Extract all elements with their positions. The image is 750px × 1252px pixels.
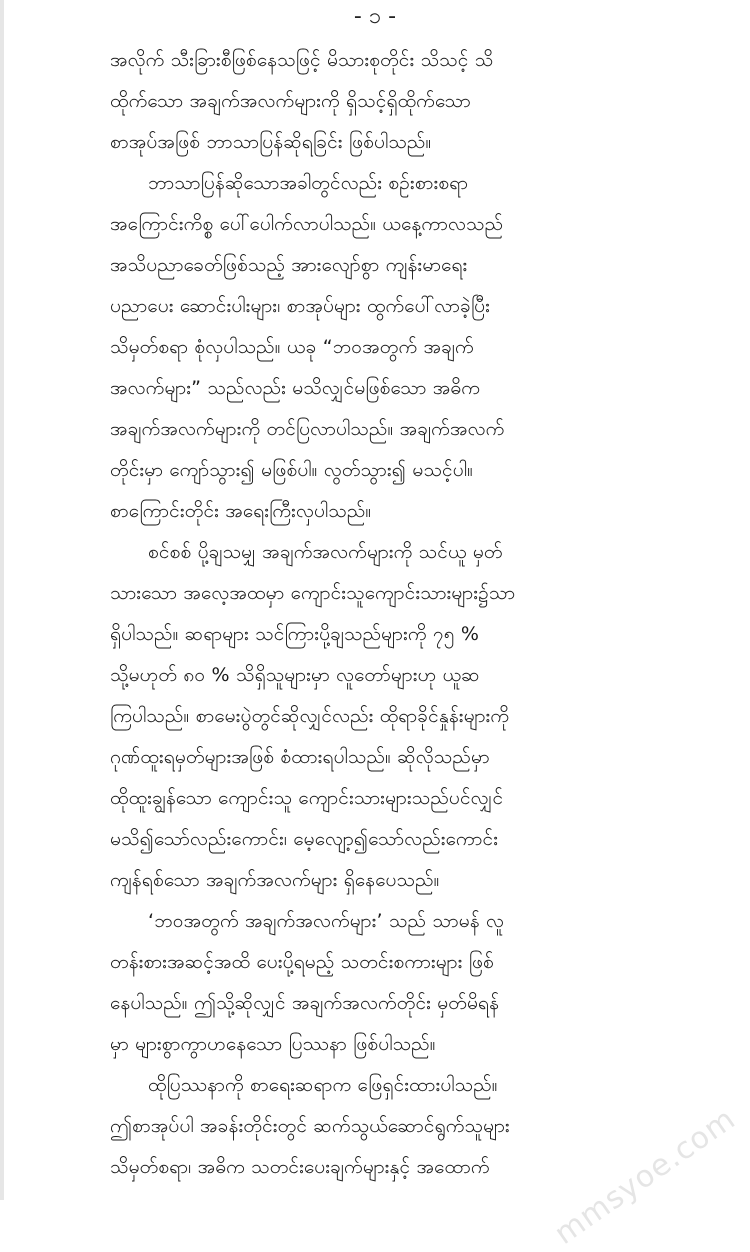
text-line-6: အသိပညာခေတ်ဖြစ်သည့် အားလျော်စွာ ကျန်းမာရေး: [110, 254, 468, 276]
text-line-3: စာအုပ်အဖြစ် ဘာသာပြန်ဆိုရခြင်း ဖြစ်ပါသည်။: [110, 131, 432, 153]
text-line-28: သိမှတ်စရာ၊ အဓိက သတင်းပေးချက်များနှင့် အထောက်: [110, 1156, 490, 1178]
text-line-12: စာကြောင်းတိုင်း အရေးကြီးလှပါသည်။: [110, 500, 372, 522]
text-line-22: ‘ဘ၀အတွက် အချက်အလက်များ’ သည် သာမန် လူ: [148, 910, 505, 932]
text-line-25: မှာ များစွာကွာဟနေသော ပြဿနာ ဖြစ်ပါသည်။: [110, 1033, 436, 1055]
text-line-7: ပညာပေး ဆောင်းပါးများ၊ စာအုပ်များ ထွက်ပေါ်လာခဲ့ပြီး: [110, 295, 490, 317]
text-line-10: အချက်အလက်များကို တင်ပြလာပါသည်။ အချက်အလက်: [110, 418, 505, 440]
text-line-26: ထိုပြဿနာကို စာရေးဆရာက ဖြေရှင်းထားပါသည်။: [148, 1074, 498, 1096]
text-line-9: အလက်များ” သည်လည်း မသိလျှင်မဖြစ်သော အဓိက: [110, 377, 481, 399]
watermark: mmsyoe.com: [548, 1101, 742, 1252]
text-line-4: ဘာသာပြန်ဆိုသောအခါတွင်လည်း စဉ်းစားစရာ: [148, 172, 469, 194]
text-line-2: ထိုက်သော အချက်အလက်များကို ရှိသင့်ရှိထိုက်သော: [110, 90, 471, 112]
text-line-13: စင်စစ် ပို့ချသမျှ အချက်အလက်များကို သင်ယူ မှတ်: [148, 541, 503, 563]
text-line-27: ဤစာအုပ်ပါ အခန်းတိုင်းတွင် ဆက်သွယ်ဆောင်ရွက်သူများ: [110, 1115, 510, 1137]
text-line-11: တိုင်းမှာ ကျော်သွား၍ မဖြစ်ပါ။ လွတ်သွား၍ မသင့်ပါ။: [110, 459, 474, 481]
text-line-18: ဂုဏ်ထူးရမှတ်များအဖြစ် စံထားရပါသည်။ ဆိုလိုသည်မှာ: [110, 746, 490, 768]
text-line-1: အလိုက် သီးခြားစီဖြစ်နေသဖြင့် မိသားစုတိုင်း သိသင့် သိ: [110, 49, 494, 71]
page-number: - ၁ -: [353, 4, 397, 29]
text-line-19: ထိုထူးချွန်သော ကျောင်းသူ ကျောင်းသားများသည်ပင်လျှင်: [110, 787, 504, 809]
text-line-14: သားသော အလေ့အထမှာ ကျောင်းသူကျောင်းသားများ၌သာ: [110, 582, 516, 604]
text-line-5: အကြောင်းကိစ္စ ပေါ်ပေါက်လာပါသည်။ ယနေ့ကာလသည်: [110, 213, 504, 235]
text-line-21: ကျန်ရစ်သော အချက်အလက်များ ရှိနေပေသည်။: [110, 869, 440, 891]
text-line-16: သို့မဟုတ် ၈၀ % သိရှိသူများမှာ လူတော်များဟု ယူဆ: [110, 664, 480, 686]
text-line-20: မသိ၍သော်လည်းကောင်း၊ မေ့လျော့၍သော်လည်းကောင်း: [110, 828, 499, 850]
text-line-15: ရှိပါသည်။ ဆရာများ သင်ကြားပို့ချသည်များကို ၇၅ %: [110, 623, 480, 645]
text-line-8: သိမှတ်စရာ စုံလှပါသည်။ ယခု “ဘ၀အတွက် အချက်: [110, 336, 474, 358]
text-line-17: ကြပါသည်။ စာမေးပွဲတွင်ဆိုလျှင်လည်း ထိုရာခိုင်နှုန်းများကို: [110, 705, 510, 727]
text-line-24: နေပါသည်။ ဤသို့ဆိုလျှင် အချက်အလက်တိုင်း မှတ်မိရန်: [110, 992, 500, 1014]
page-left-edge: [0, 0, 4, 1200]
text-line-23: တန်းစားအဆင့်အထိ ပေးပို့ရမည့် သတင်းစကားများ ဖြစ်: [110, 951, 494, 973]
